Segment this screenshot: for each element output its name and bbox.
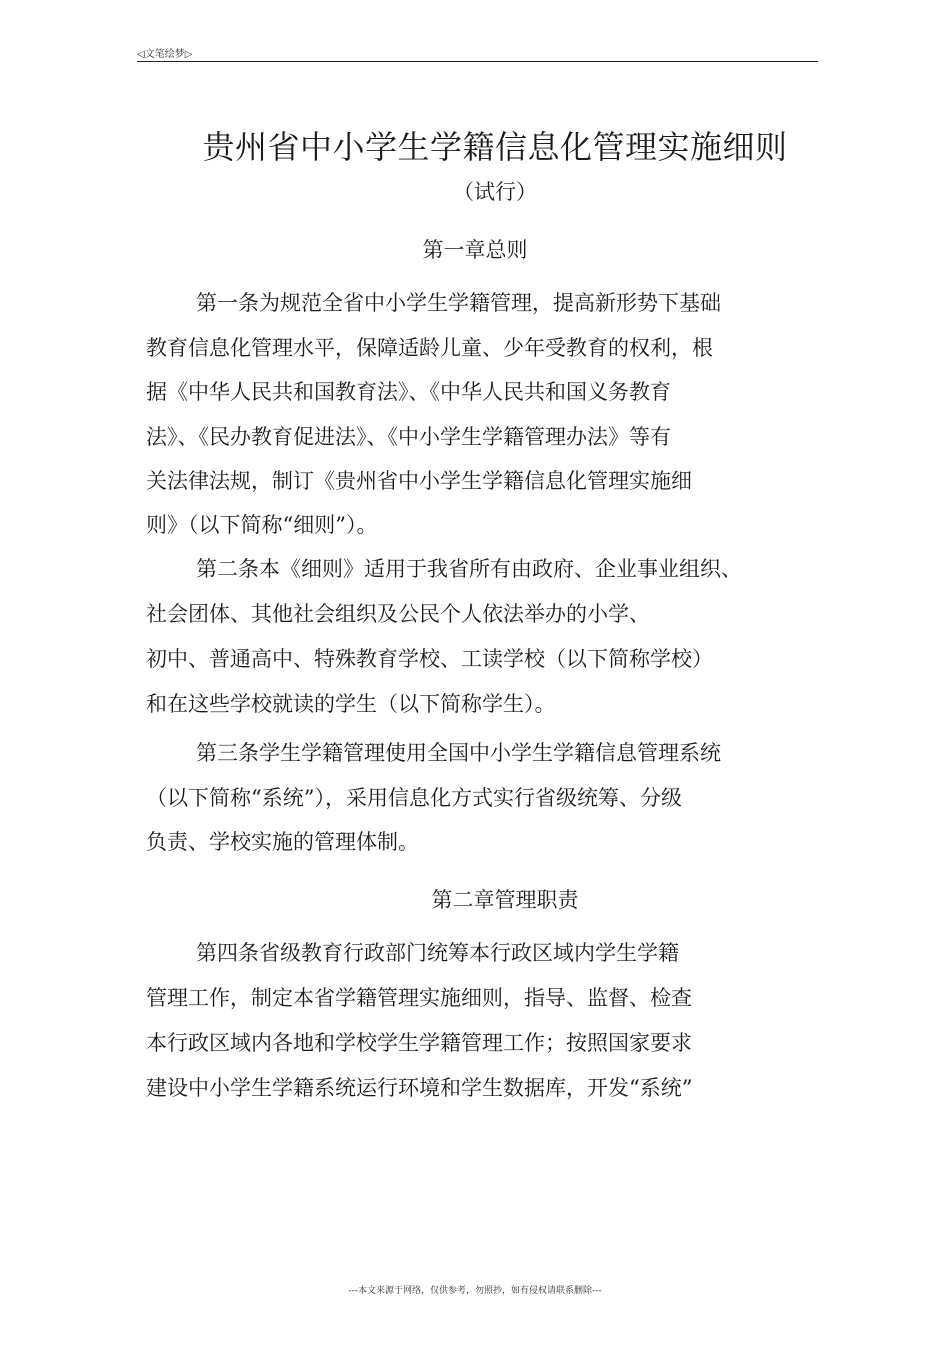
- paragraph-line: 本行政区域内各地和学校学生学籍管理工作；按照国家要求: [146, 1031, 692, 1055]
- document-subtitle: （试行）: [453, 180, 537, 204]
- paragraph-line: 第三条学生学籍管理使用全国中小学生学籍信息管理系统: [196, 741, 721, 765]
- header-label: ◁文笔绘梦▷: [137, 49, 193, 60]
- paragraph-line: 教育信息化管理水平，保障适龄儿童、少年受教育的权利，根: [146, 336, 713, 360]
- document-title: 贵州省中小学生学籍信息化管理实施细则: [202, 128, 788, 166]
- paragraph-line: 第二条本《细则》适用于我省所有由政府、企业事业组织、: [196, 557, 742, 581]
- paragraph-line: 社会团体、其他社会组织及公民个人依法举办的小学、: [146, 602, 650, 626]
- paragraph-line: 据《中华人民共和国教育法》、《中华人民共和国义务教育: [146, 380, 671, 404]
- footer-disclaimer: ---本文来源于网络，仅供参考，勿照抄，如有侵权请联系删除---: [348, 1286, 602, 1296]
- paragraph-line: 管理工作，制定本省学籍管理实施细则，指导、监督、检查: [146, 986, 692, 1010]
- chapter-heading-2: 第二章管理职责: [431, 888, 579, 912]
- paragraph-line: 法》、《民办教育促进法》、《中小学生学籍管理办法》等有: [146, 425, 671, 449]
- paragraph-line: 第一条为规范全省中小学生学籍管理，提高新形势下基础: [196, 291, 721, 315]
- paragraph-line: 负责、学校实施的管理体制。: [146, 830, 419, 854]
- paragraph-line: 则》（以下简称“细则”）。: [146, 513, 378, 537]
- paragraph-line: 第四条省级教育行政部门统筹本行政区域内学生学籍: [196, 941, 679, 965]
- chapter-heading-1: 第一章总则: [422, 238, 528, 262]
- header-divider: [137, 61, 818, 62]
- paragraph-line: 初中、普通高中、特殊教育学校、工读学校（以下简称学校）: [146, 647, 713, 671]
- paragraph-line: 和在这些学校就读的学生（以下简称学生）。: [146, 692, 556, 716]
- paragraph-line: 建设中小学生学籍系统运行环境和学生数据库，开发“系统”: [146, 1076, 693, 1100]
- paragraph-line: 关法律法规，制订《贵州省中小学生学籍信息化管理实施细: [146, 469, 692, 493]
- paragraph-line: （以下简称“系统”），采用信息化方式实行省级统筹、分级: [146, 786, 682, 810]
